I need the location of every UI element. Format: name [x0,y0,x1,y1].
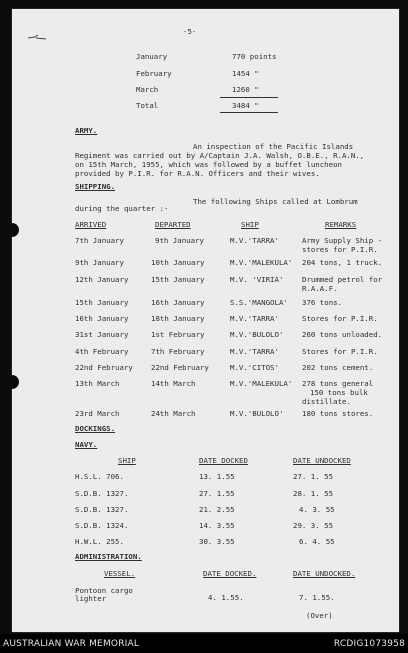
ship-name: M.V.'TARRA' [230,314,279,323]
ship-arrived: 23rd March [75,409,120,418]
footer-id: RCDIG1073958 [333,639,405,649]
binder-hole-top [5,223,19,237]
ship-name: M.V. 'VIRIA' [230,275,284,284]
shipping-intro-2: during the quarter :- [75,204,169,213]
docking-docked: 13. 1.55 [199,472,235,481]
ship-departed: 24th March [151,409,196,418]
points-month: February [136,69,172,78]
ship-name: S.S.'MANGOLA' [230,298,288,307]
ink-mark [26,33,48,43]
ship-arrived: 12th January [75,275,129,284]
column-arrived: ARRIVED [75,220,107,229]
column-date-docked: DATE DOCKED. [203,569,257,578]
points-value: 1260 " [232,85,259,94]
ship-arrived: 22nd February [75,363,133,372]
footer-source: AUSTRALIAN WAR MEMORIAL [3,639,140,649]
column-vessel: VESSEL. [104,569,136,578]
vessel-docked: 4. 1.55. [208,593,244,602]
docking-ship: S.D.B. 1327. [75,505,129,514]
docking-undocked: 29. 3. 55 [293,521,334,530]
docking-docked: 27. 1.55 [199,489,235,498]
ship-departed: 16th January [151,298,205,307]
docking-docked: 30. 3.55 [199,537,235,546]
ship-departed: 22nd February [151,363,209,372]
ship-departed: 18th January [151,314,205,323]
docking-docked: 21. 2.55 [199,505,235,514]
page-number: -5- [183,27,197,36]
total-rule [220,97,278,98]
column-date-docked: DATE DOCKED [199,456,248,465]
docking-undocked: 27. 1. 55 [293,472,334,481]
ship-name: M.V.'MALEKULA' [230,379,293,388]
ship-remarks: 376 tons. [302,298,343,307]
ship-remarks: 202 tons cement. [302,363,374,372]
ship-departed: 9th January [155,236,204,245]
ship-remarks: Drummed petrol for [302,275,383,284]
ship-departed: 7th February [151,347,205,356]
docking-ship: S.D.B. 1327. [75,489,129,498]
ship-arrived: 7th January [75,236,124,245]
navy-heading: NAVY. [75,440,98,449]
army-text-line: Regiment was carried out by A/Captain J.A. Walsh, O.B.E., R.A.N., [75,151,365,160]
docking-undocked: 4. 3. 55 [299,505,335,514]
ship-remarks: R.A.A.F. [302,284,338,293]
footer-bar [0,634,408,653]
army-heading: ARMY. [75,126,98,135]
column-departed: DEPARTED [155,220,191,229]
ship-remarks: 204 tons, 1 truck. [302,258,383,267]
docking-ship: H.S.L. 706. [75,472,124,481]
army-text-line: on 15th March, 1955, which was followed by a buffet luncheon [75,160,342,169]
vessel-name: lighter [75,594,107,603]
column-remarks: REMARKS [325,220,357,229]
docking-undocked: 6. 4. 55 [299,537,335,546]
column-ship: SHIP [241,220,259,229]
points-value: 1454 " [232,69,259,78]
vessel-name: Pontoon cargo [75,586,133,595]
binder-hole-bottom [5,375,19,389]
ship-remarks: 150 tons bulk [310,388,368,397]
points-total-label: Total [136,101,159,110]
ship-remarks: distillate. [302,397,351,406]
ship-name: M.V.'BULOLO' [230,409,284,418]
ship-departed: 1st February [151,330,205,339]
ship-departed: 14th March [151,379,196,388]
ship-remarks: 180 tons stores. [302,409,374,418]
docking-ship: S.D.B. 1324. [75,521,129,530]
ship-arrived: 13th March [75,379,120,388]
army-text-line: An inspection of the Pacific Islands [193,142,354,151]
ship-name: M.V.'CITOS' [230,363,279,372]
ship-arrived: 16th January [75,314,129,323]
points-month: January [136,52,168,61]
docking-ship: H.W.L. 255. [75,537,124,546]
ship-remarks: stores for P.I.R. [302,245,378,254]
administration-heading: ADMINISTRATION. [75,552,142,561]
over-note: (Over) [306,611,333,620]
ship-name: M.V.'BULOLO' [230,330,284,339]
column-date-undocked: DATE UNDOCKED [293,456,351,465]
points-month: March [136,85,159,94]
ship-name: M.V.'TARRA' [230,236,279,245]
ship-name: M.V.'TARRA' [230,347,279,356]
ship-remarks: Stores for P.I.R. [302,314,378,323]
ship-arrived: 31st January [75,330,129,339]
ship-arrived: 4th February [75,347,129,356]
ship-arrived: 15th January [75,298,129,307]
ship-remarks: 260 tons unloaded. [302,330,383,339]
column-date-undocked: DATE UNDOCKED. [293,569,356,578]
total-underline [220,112,278,113]
shipping-intro: The following Ships called at Lombrum [193,197,358,206]
ship-remarks: Army Supply Ship - [302,236,383,245]
points-total-value: 3484 " [232,101,259,110]
dockings-heading: DOCKINGS. [75,424,116,433]
docking-docked: 14. 3.55 [199,521,235,530]
docking-undocked: 28. 1. 55 [293,489,334,498]
army-text-line: provided by P.I.R. for R.A.N. Officers and their wives. [75,169,320,178]
ship-name: M.V.'MALEKULA' [230,258,293,267]
vessel-undocked: 7. 1.55. [299,593,335,602]
points-value: 770 points [232,52,277,61]
ship-departed: 10th January [151,258,205,267]
column-ship: SHIP [118,456,136,465]
ship-remarks: Stores for P.I.R. [302,347,378,356]
ship-departed: 15th January [151,275,205,284]
ship-remarks: 278 tons general [302,379,374,388]
shipping-heading: SHIPPING. [75,182,116,191]
ship-arrived: 9th January [75,258,124,267]
